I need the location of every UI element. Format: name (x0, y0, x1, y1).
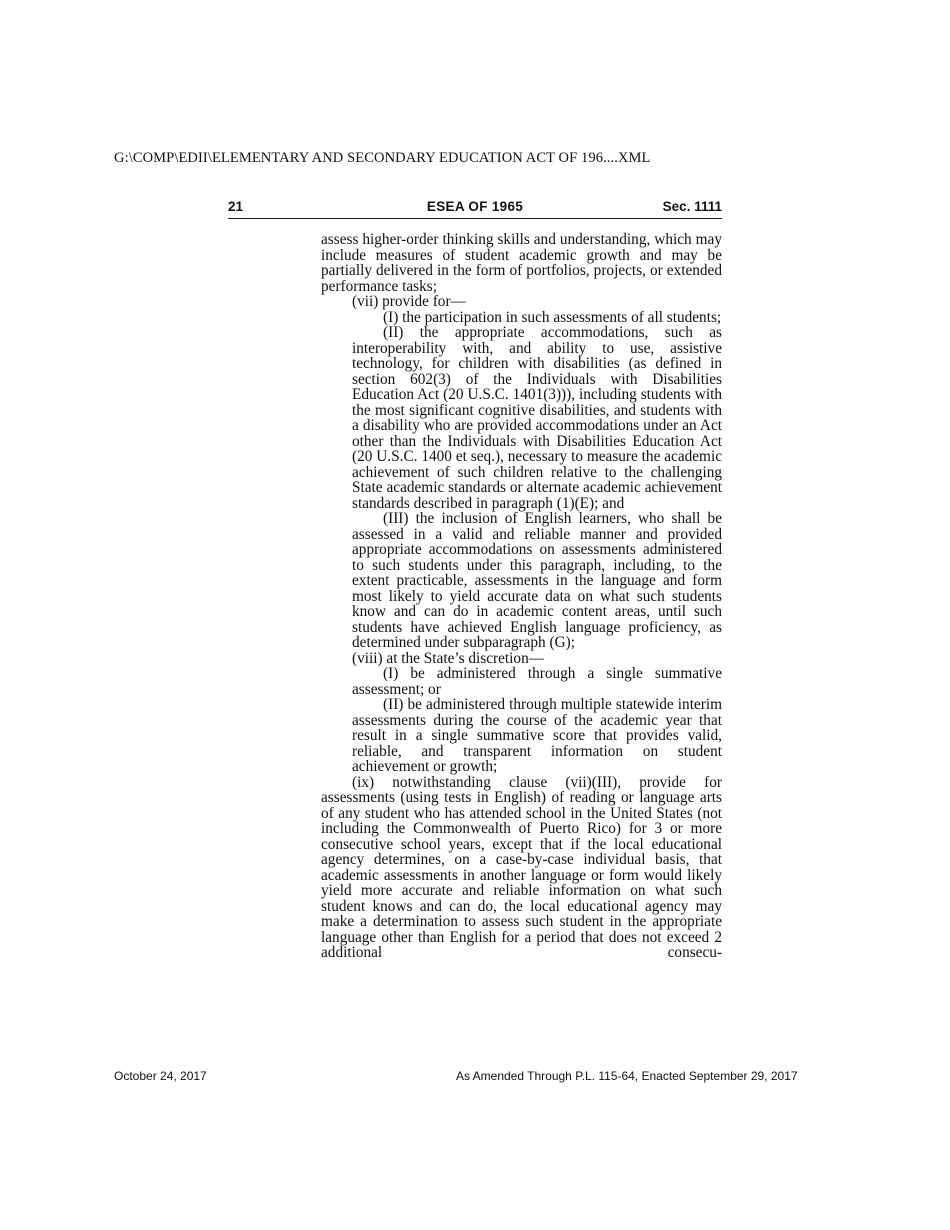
subclause-vii-II: (II) the appropriate accommodations, such as interoperability with, and ability to use, assistive technology, for children with disabilities (as defined in section 602(3) of the Individuals with Disabilities Education Act (20 U.S.C. 1401(3))), including students with the most significant cognitive disabilities, and students with a disability who are provided accommodations under an Act other than the Individuals with Disabilities Education Act (20 U.S.C. 1400 et seq.), necessary to measure the academic achievement of such children relative to the challenging State academic standards or alternate academic achievement standards described in paragraph (1)(E); and (352, 324, 722, 512)
subclause-vii-I: (I) the participation in such assessments of all students; (383, 308, 722, 326)
subclause-vii-III: (III) the inclusion of English learners, who shall be assessed in a valid and reliable manner and provided appropriate accommodations on assessments administered to such students under this paragraph, including, to the extent practicable, assessments in the language and form most likely to yield accurate data on what such students know and can do in academic content areas, until such students have achieved English language proficiency, as determined under subparagraph (G); (352, 510, 722, 651)
clause-viii: (viii) at the State’s discretion— (352, 649, 545, 667)
clause-ix: (ix) notwithstanding clause (vii)(III), provide for assessments (using tests in English) of reading or language arts of any student who has attended school in the United States (not including the Commonwealth of Puerto Rico) for 3 or more consecutive school years, except that if the local educational agency determines, on a case-by-case individual basis, that academic assessments in another language or form would likely yield more accurate and reliable information on what such student knows and can do, the local educational agency may make a determination to assess such student in the appropriate language other than English for a period that does not exceed 2 additional consecu- (321, 773, 722, 961)
footer-date: October 24, 2017 (114, 1069, 207, 1083)
clause-vii: (vii) provide for— (352, 293, 466, 310)
running-head (228, 198, 722, 219)
paragraph-continuation: assess higher-order thinking skills and understanding, which may include measures of student academic growth and may be partially delivered in the form of portfolios, projects, or extended performance tasks; (321, 231, 722, 295)
page-title: ESEA OF 1965 (426, 199, 524, 214)
subclause-viii-I: (I) be administered through a single summative assessment; or (352, 665, 722, 698)
footer-amended-note: As Amended Through P.L. 115-64, Enacted September 29, 2017 (456, 1069, 798, 1083)
section-number: Sec. 1111 (662, 199, 722, 214)
subclause-viii-II: (II) be administered through multiple statewide interim assessments during the course of the academic year that result in a single summative score that provides valid, reliable, and transparent information on student achievement or growth; (352, 696, 722, 775)
statute-body (321, 232, 722, 961)
file-path: G:\COMP\EDII\ELEMENTARY AND SECONDARY EDUCATION ACT OF 196....XML (114, 150, 651, 166)
page-number: 21 (228, 199, 244, 214)
